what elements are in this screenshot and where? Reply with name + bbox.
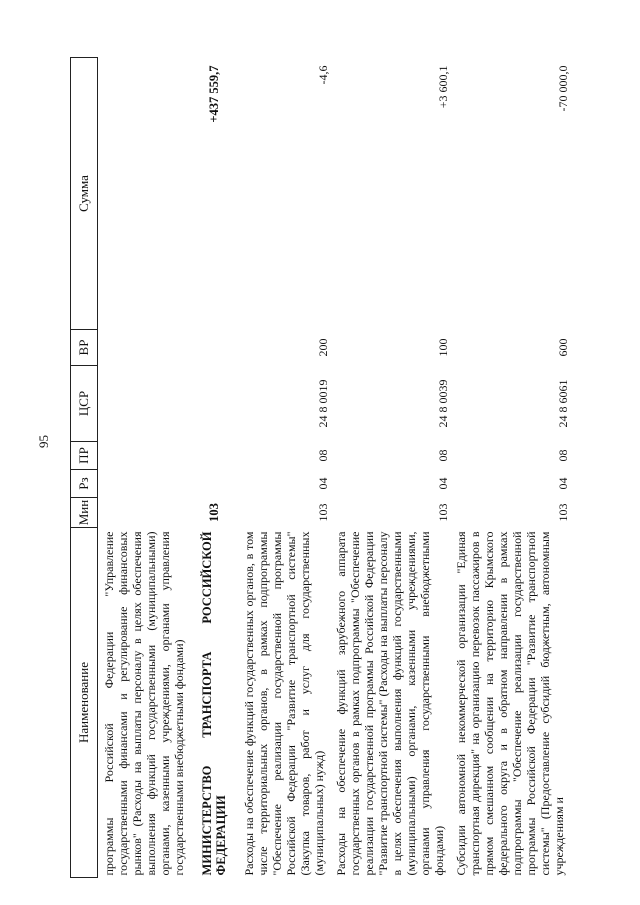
row-pr: 08 xyxy=(316,449,330,462)
row-name: Расходы на обеспечение функций зарубежного аппарата государственных органов в рамках подпрограммы "Обеспечение реализации государственной программы Российской Федерации "Развитие транспортной системы" (Расходы на выплаты персоналу в целях обеспечения выполнения функций государственными (муниципальными) органами, казенными учреждениями, органами управления государственными внебюджетными фондами) xyxy=(334,531,446,876)
header-csr: ЦСР xyxy=(71,366,98,442)
row-vr xyxy=(98,330,191,366)
row-vr: 100 xyxy=(436,338,450,357)
budget-table xyxy=(70,57,570,878)
row-name: Субсидии автономной некоммерческой организации "Единая транспортная дирекция" на организацию перевозок пассажиров в прямом смешанном сообщении на территорию Крымского федерального округа и в обратном направлении в рамках подпрограммы "Обеспечение реализации государственной программы Российской Федерации "Развитие транспортной системы" (Предоставление субсидий бюджетным, автономным учреждениям и xyxy=(454,531,566,876)
header-vr: ВР xyxy=(71,330,98,366)
row-name: Расходы на обеспечение функций государственных органов, в том числе территориальных органов, в рамках подпрограммы "Обеспечение реализации государственной программы Российской Федерации "Развитие транспортной системы" (Закупка товаров, работ и услуг для государственных (муниципальных) нужд) xyxy=(242,531,326,876)
row-min: 103 xyxy=(436,503,450,522)
row-pr xyxy=(190,442,238,470)
row-sum: -70 000,0 xyxy=(556,65,570,112)
header-pr: ПР xyxy=(71,442,98,470)
budget-table-rotated xyxy=(70,58,610,878)
table-row xyxy=(450,58,570,878)
row-min: 103 xyxy=(556,503,570,522)
row-vr: 200 xyxy=(316,338,330,357)
row-min: 103 xyxy=(316,503,330,522)
table-row xyxy=(330,58,450,878)
row-csr: 24 8 0039 xyxy=(436,379,450,428)
row-rz: 04 xyxy=(556,477,570,490)
row-pr: 08 xyxy=(436,449,450,462)
row-rz: 04 xyxy=(436,477,450,490)
row-csr: 24 8 6061 xyxy=(556,379,570,428)
header-rz: Рз xyxy=(71,470,98,498)
header-row xyxy=(71,58,98,878)
row-pr: 08 xyxy=(556,449,570,462)
row-csr xyxy=(190,366,238,442)
row-pr xyxy=(98,442,191,470)
table-row xyxy=(238,58,330,878)
row-name: программы Российской Федерации "Управление государственными финансами и регулирование финансовых рынков" (Расходы на выплаты персоналу в целях обеспечения выполнения функций государственными (муниципальными) органами, казенными учреждениями, органами управления государственными внебюджетными фондами) xyxy=(102,531,186,876)
header-sum: Сумма xyxy=(71,58,98,330)
row-sum: +3 600,1 xyxy=(436,65,450,109)
header-name: Наименование xyxy=(71,528,98,878)
row-min xyxy=(98,498,191,528)
table-row xyxy=(98,58,191,878)
page-number: 95 xyxy=(36,435,51,448)
row-csr: 24 8 0019 xyxy=(316,379,330,428)
row-csr xyxy=(98,366,191,442)
row-name: МИНИСТЕРСТВО ТРАНСПОРТА РОССИЙСКОЙ ФЕДЕРАЦИИ xyxy=(200,531,228,876)
row-rz xyxy=(190,470,238,498)
row-sum: -4,6 xyxy=(316,65,330,85)
table-row xyxy=(190,58,238,878)
row-sum: +437 559,7 xyxy=(207,65,221,123)
row-vr: 600 xyxy=(556,338,570,357)
row-sum xyxy=(98,58,191,330)
row-min: 103 xyxy=(207,503,221,522)
header-min: Мин xyxy=(71,498,98,528)
row-rz: 04 xyxy=(316,477,330,490)
row-rz xyxy=(98,470,191,498)
row-vr xyxy=(190,330,238,366)
